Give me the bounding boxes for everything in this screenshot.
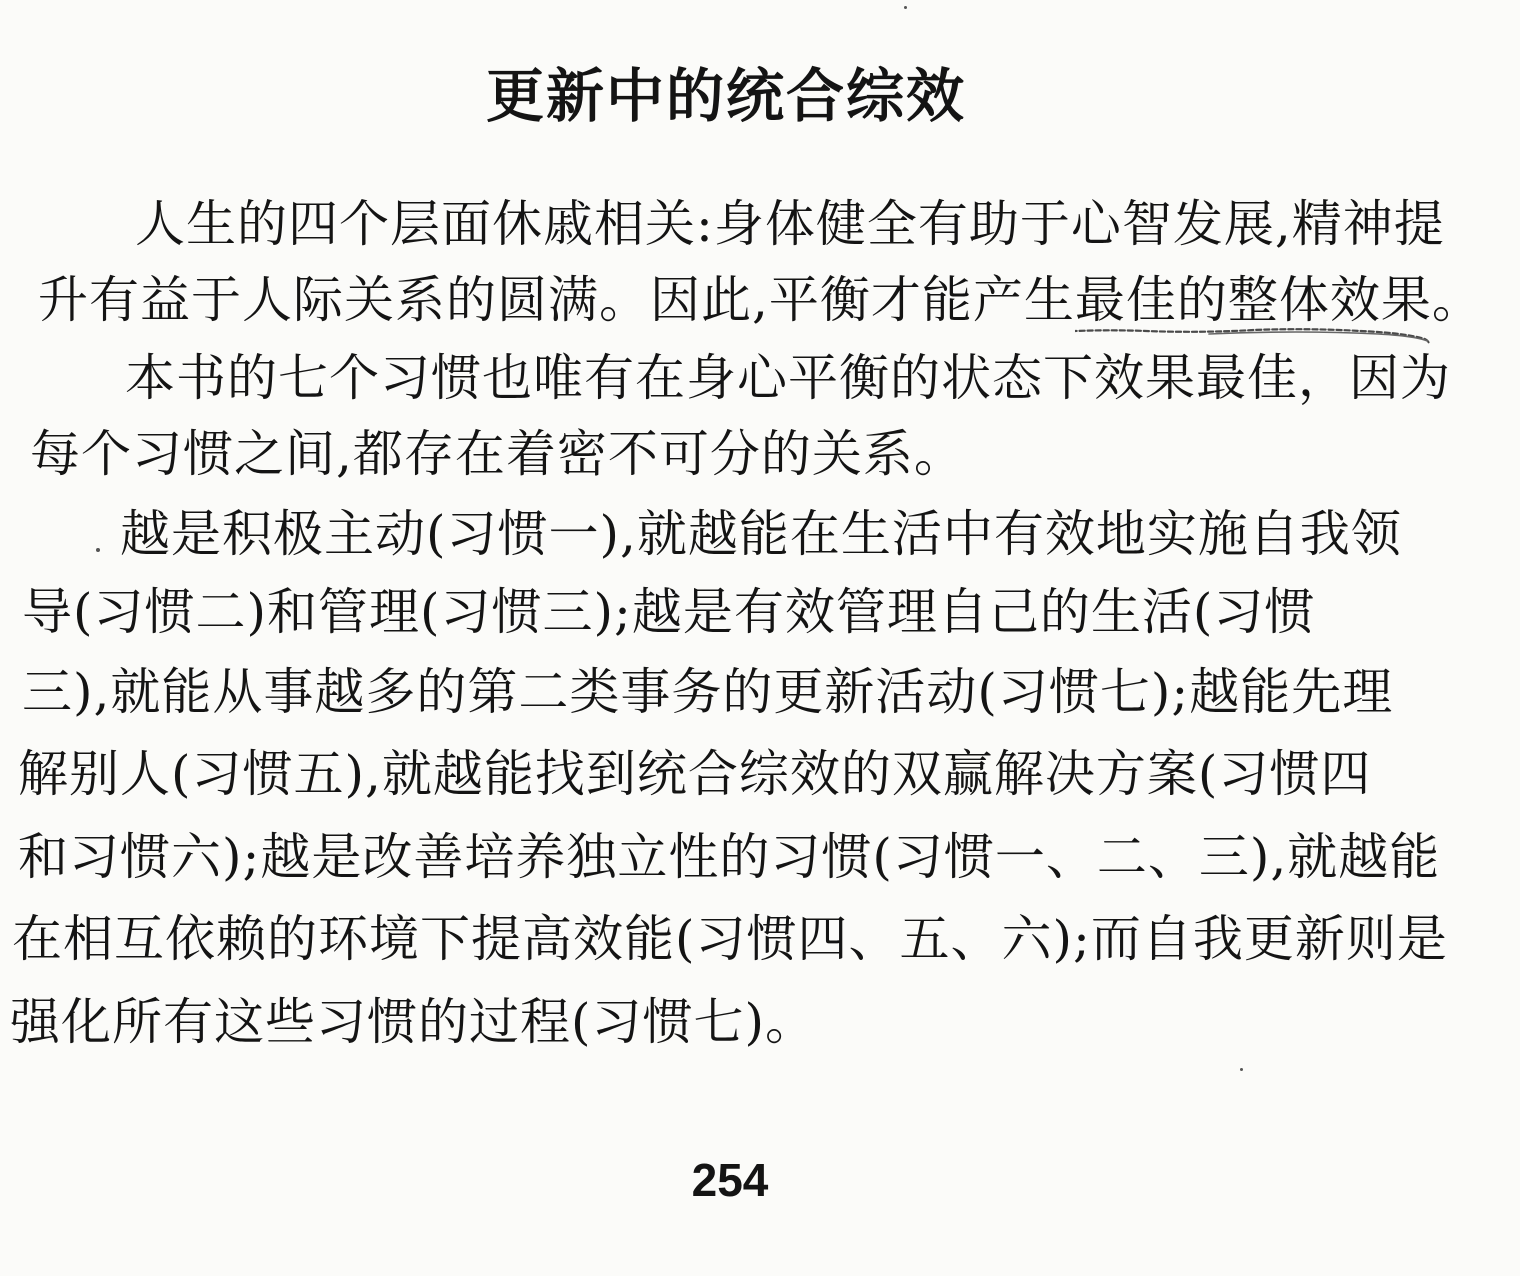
paragraph-3-line-1: 越是积极主动(习惯一),就越能在生活中有效地实施自我领 (120, 505, 1402, 563)
paragraph-1-line-2-end: 。 (1431, 271, 1483, 329)
paragraph-1-line-2 (38, 268, 1483, 332)
underlined-phrase-text: 最佳的整体效果 (1074, 271, 1432, 329)
paragraph-3-line-4: 解别人(习惯五),就越能找到统合综效的双赢解决方案(习惯四 (18, 745, 1372, 803)
paragraph-3-line-7: 强化所有这些习惯的过程(习惯七)。 (10, 993, 817, 1051)
paragraph-1-line-1: 人生的四个层面休戚相关:身体健全有助于心智发展,精神提 (135, 195, 1445, 253)
page-title: 更新中的统合综效 (485, 62, 966, 130)
scan-speck (904, 6, 907, 9)
paragraph-1-line-2-text: 升有益于人际关系的圆满。因此,平衡才能产生 (38, 271, 1075, 329)
paragraph-3-line-6: 在相互依赖的环境下提高效能(习惯四、五、六);而自我更新则是 (12, 910, 1448, 968)
page-number: 254 (691, 1154, 769, 1206)
handwritten-underline-phrase (1075, 271, 1432, 329)
paragraph-3-line-5: 和习惯六);越是改善培养独立性的习惯(习惯一、二、三),就越能 (18, 828, 1441, 886)
paragraph-3-line-3: 三),就能从事越多的第二类事务的更新活动(习惯七);越能先理 (22, 663, 1394, 721)
scan-speck (96, 548, 100, 552)
scan-speck (1240, 1068, 1243, 1071)
paragraph-2-line-1: 本书的七个习惯也唯有在身心平衡的状态下效果最佳，因为 (125, 349, 1451, 407)
paragraph-2-line-2: 每个习惯之间,都存在着密不可分的关系。 (30, 425, 965, 483)
paragraph-3-line-2: 导(习惯二)和管理(习惯三);越是有效管理自己的生活(习惯 (22, 583, 1316, 641)
